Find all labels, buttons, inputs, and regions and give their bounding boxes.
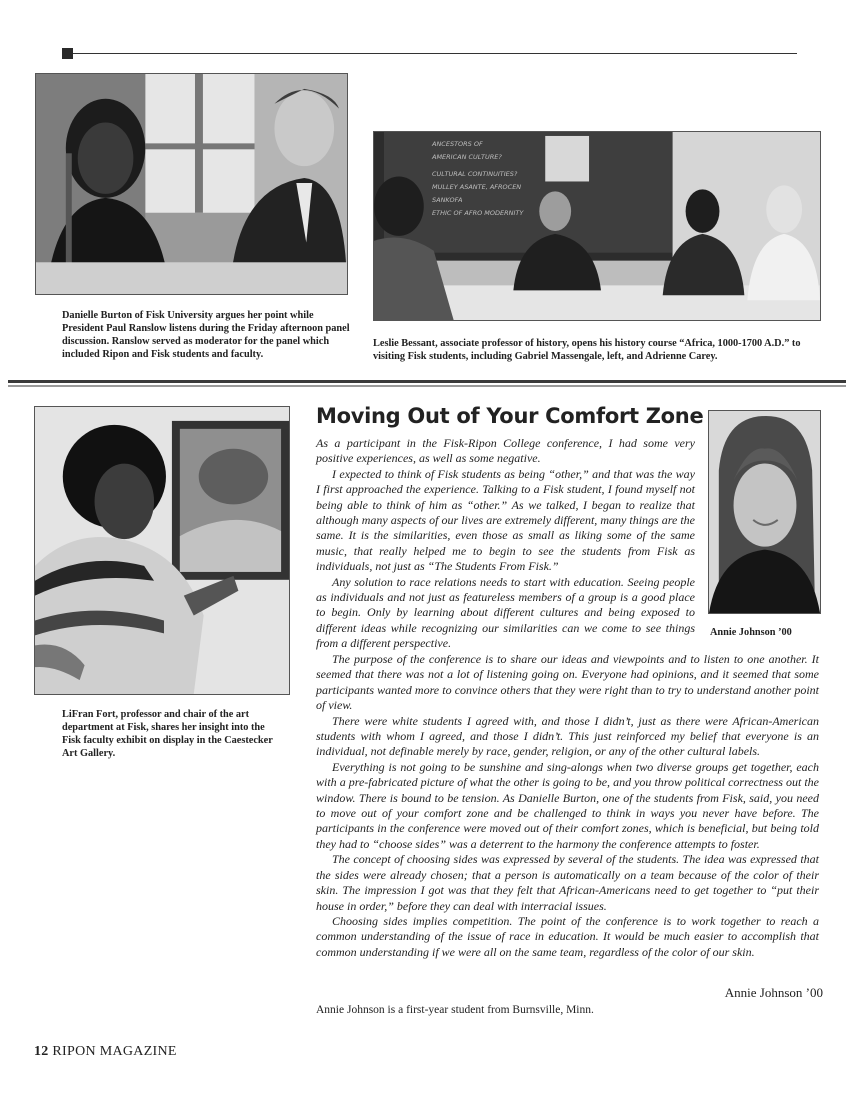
section-divider-shadow <box>8 385 846 387</box>
chalkboard-line: MULLEY ASANTE, AFROCEN <box>432 183 522 191</box>
article-paragraph: Choosing sides implies competition. The point of the conference is to work together to reach a common understanding of the issue of race in education. It would be much easier to accomplish that common understanding if we were all on the same team, regardless of the color of our skin. <box>316 913 819 959</box>
page-folio <box>34 1044 177 1060</box>
section-divider <box>8 380 846 383</box>
top-rule <box>73 53 797 54</box>
caption-fort: LiFran Fort, professor and chair of the art department at Fisk, shares her insight into the Fisk faculty exhibit on display in the Caestecker Art Gallery. <box>62 709 273 759</box>
article-signature: Annie Johnson ’00 <box>724 985 823 1000</box>
chalkboard-line: ANCESTORS OF <box>432 140 483 148</box>
chalkboard-text <box>432 138 552 220</box>
article-paragraph: The purpose of the conference is to share our ideas and viewpoints and to listen to one another. It seemed that there was not a lot of listening going on. Everyone had opinions, and it seemed that some participants wanted more to convince others that they were right than to try to understand another point of view. <box>316 652 819 713</box>
top-rule-marker <box>62 48 73 59</box>
article-paragraph: The concept of choosing sides was expressed by several of the students. The idea was expressed that the sides were already chosen; that a person is automatically on a team because of the color of their skin. The impression I got was that they felt that African-Americans need to get together to “put their house in order,” before they can deal with interracial issues. <box>316 852 819 913</box>
photo-bessant-classroom <box>373 131 821 321</box>
article-paragraph: Everything is not going to be sunshine and sing-alongs when two diverse groups get together, each with a pre-fabricated picture of what the other is going to be, and you throw political correctness out the window. There is bound to be tension. As Danielle Burton, one of the students from Fisk, said, you need to move out of your comfort zone and be challenged to think in ways you never have before. The participants in the conference were moved out of their comfort zones, which is beneficial, but being told they had to “choose sides” was a deterrent to the harmony the conference attempts to foster. <box>316 759 819 851</box>
photo-burton-ranslow <box>35 73 348 295</box>
article-paragraph: I expected to think of Fisk students as being “other,” and that was the way I first approached the experience. Talking to a Fisk student, I found myself not being able to think of him as “other.” As we talked, I began to realize that although many aspects of our lives are extremely different, many things are the same. It is the similarities, even those as small as liking some of the same music, that really helped me to begin to see the students from Fisk as individuals, not just as “The Students From Fisk.” <box>316 466 695 574</box>
article-body-wide <box>316 652 819 960</box>
chalkboard-line: CULTURAL CONTINUITIES? <box>432 170 518 178</box>
photo-annie-johnson <box>708 410 821 614</box>
article-paragraph: Any solution to race relations needs to start with education. Seeing people as individuals and not just as featureless members of a group is a good place to begin. Only by learning about different cultures and being exposed to different ideas while recognizing our similarities can we come to see things from a different perspective. <box>316 574 695 651</box>
article-title: Moving Out of Your Comfort Zone <box>316 404 704 428</box>
photo-lifran-fort <box>34 406 290 695</box>
article-body-top <box>316 436 695 652</box>
publication-name: RIPON MAGAZINE <box>52 1044 177 1059</box>
article-paragraph: There were white students I agreed with, and those I didn’t, just as there were African-American students with whom I agreed, and those I didn’t. This just reinforced my belief that everyone is an individual, not definable merely by race, gender, religion, or any of the other cultural labels. <box>316 713 819 759</box>
chalkboard-line: AMERICAN CULTURE? <box>432 153 502 161</box>
chalkboard-line: SANKOFA <box>432 196 463 204</box>
caption-bessant: Leslie Bessant, associate professor of history, opens his history course “Africa, 1000-1700 A.D.” to visiting Fisk students, including Gabriel Massengale, left, and Adrienne Carey. <box>373 338 801 362</box>
caption-burton: Danielle Burton of Fisk University argues her point while President Paul Ranslow listens during the Friday afternoon panel discussion. Ranslow served as moderator for the panel which included Ripon and Fisk students and faculty. <box>62 310 350 360</box>
chalkboard-line: ETHIC OF AFRO MODERNITY <box>432 209 524 217</box>
author-footnote: Annie Johnson is a first-year student from Burnsville, Minn. <box>316 1004 594 1016</box>
article-paragraph: As a participant in the Fisk-Ripon College conference, I had some very positive experiences, as well as some negative. <box>316 436 695 466</box>
page-number: 12 <box>34 1044 49 1059</box>
caption-johnson: Annie Johnson ’00 <box>710 627 792 638</box>
